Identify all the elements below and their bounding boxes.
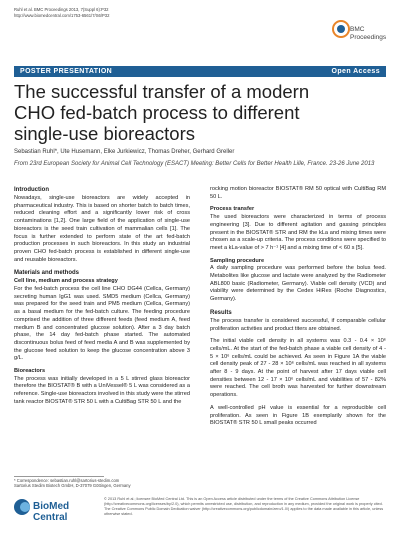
open-access-label: Open Access — [331, 68, 380, 75]
heading-introduction: Introduction — [14, 187, 49, 193]
bmc-proceedings-icon — [332, 20, 350, 38]
paragraph-process-transfer: The used bioreactors were characterized in terms of process engineering [3]. Due to different agitation and gassing principles present in the BIOSTAT® STR and RM the kLa and mixing times were chosen as a scale-up criteria. The process conditions were specified to meet a kLa-value of > 7 h⁻¹ [4] and a mixing time of < 60 s [5]. — [210, 214, 386, 251]
left-column — [14, 186, 190, 407]
paragraph-sampling: A daily sampling procedure was performed before the bolus feed. Metabolites like glucose and lactate were analyzed by the Radiometer ABL800 basic (Radiometer, Germany). Viable cell density (VCD) and viability were determined by the Cedex HiRes (Roche Diagnostics, Germany). — [210, 265, 386, 303]
footnote — [14, 478, 131, 489]
paragraph-results-1: The process transfer is considered successful, if comparable cellular proliferation activities and product titers are obtained. — [210, 317, 386, 332]
citation-line: Ruhl et al. BMC Proceedings 2013, 7(Suppl 6):P32 — [14, 7, 109, 12]
license-text: © 2013 Ruhl et al.; licensee BioMed Central Ltd. This is an Open Access article distributed under the terms of the Creative Commons Attribution License (http://creativecommons.org/licenses/by/2.0), which permits unrestricted use, distribution, and reproduction in any medium, provided the original work is properly cited. The Creative Commons Public Domain Dedication waiver (http://creativecommons.org/publicdomain/zero/1.0/) applies to the data made available in this article, unless otherwise stated. — [104, 497, 384, 516]
footnote-divider — [14, 476, 104, 477]
publisher-logo — [14, 498, 96, 523]
heading-materials-methods: Materials and methods — [14, 270, 80, 277]
paragraph-introduction: Nowadays, single-use bioreactors are widely accepted in pharmaceutical industry. This is based on shorter batch to batch times, reduced cleaning effort and a significantly lower risk of cross contaminations [1,2]. One large field of the application of single-use bioreactors is the seed train cultivation of mammalian cells [1]. The focus is further extended to perform state of the art fed-batch production processes in such bioreactors. In this study an industrial proven CHO fed-batch process is established in different single-use and reusable bioreactors. — [14, 195, 190, 263]
affiliation-line: Sartorius Stedim Biotech GmbH, D-37079 Göttingen, Germany — [14, 483, 131, 489]
section-banner — [14, 66, 386, 77]
paragraph-results-3: A well-controlled pH value is essential for a reproducible cell proliferation. As seen in Figure 1B exemplarily shown for the BIOSTAT® STR 50 L small peaks occurred — [210, 404, 386, 427]
journal-logo-sub: Proceedings — [350, 33, 387, 41]
biomed-central-icon-inner — [20, 502, 30, 512]
page-header — [14, 7, 109, 18]
article-url[interactable]: http://www.biomedcentral.com/1753-6561/7/S6/P32 — [14, 12, 110, 18]
article-title: The successful transfer of a modern CHO fed-batch process to different single-use bioreactors — [14, 81, 310, 144]
subheading-sampling: Sampling procedure — [210, 257, 265, 264]
subheading-process-transfer: Process transfer — [210, 206, 255, 213]
paragraph-results-2: The initial viable cell density in all systems was 0.3 - 0.4 × 10⁶ cells/mL. At the start of the fed-batch phase a viable cell density of 4 - 5 × 10⁶ cells/mL could be achieved. As seen in Figure 1A the viable cell density peak of 27 - 28 × 10⁶ cells/mL was reached in all systems after 8 - 9 days. At the point of harvest after 17 days viable cell densities between 12 - 17 × 10⁶ cells/mL and viabilities of 57 - 82% were reached. The cell broth was harvested for further downstream operations. — [210, 338, 386, 399]
publisher-name: BioMed Central — [33, 501, 70, 523]
correspondence-line[interactable]: * Correspondence: sebastian.ruhl@sartorius-stedim.com — [14, 478, 120, 483]
subheading-cell-line: Cell line, medium and process strategy — [14, 278, 118, 285]
heading-results: Results — [210, 309, 232, 316]
journal-logo — [332, 12, 388, 52]
paragraph-bioreactors: The process was initially developed in a 5 L stirred glass bioreactor therefore the BIOSTAT® B with a UniVessel® 5 L was considered as a reference. Single-use bioreactors involved in this study were the stirred tank reactor BIOSTAT® STR 50 L with a CultiBag STR 50 L and the — [14, 375, 190, 405]
section-label: POSTER PRESENTATION — [20, 68, 113, 75]
right-column — [210, 186, 386, 428]
journal-logo-name: BMC — [350, 26, 365, 33]
paragraph-cell-line: For the fed-batch process the cell line CHO DG44 (Cellca, Germany) secreting human IgG1 was used. SMD5 medium (Cellca, Germany) was prepared for the seed train and PM5 medium (Cellca, Germany) as a basal medium for the fed-batch culture. The feeding procedure comprised the addition of three different feeds (feed medium A, feed medium B and concentrated glucose solution). After a 3 day batch phase, the 14 day fed-batch phase started. The automated discontinuous bolus feed of feed media A and B was supplemented by the glucose feed solution to keep the glucose concentration above 3 g/L. — [14, 286, 190, 362]
conference-note: From 23rd European Society for Animal Cell Technology (ESACT) Meeting: Better Cells for Better Health Lille, France. 23-26 June 2013 — [14, 161, 375, 167]
paragraph-continued: rocking motion bioreactor BIOSTAT® RM 50 optical with CultiBag RM 50 L. — [210, 186, 386, 200]
subheading-bioreactors: Bioreactors — [14, 368, 46, 375]
author-list: Sebastian Ruhl*, Ute Husemann, Elke Jurkiewicz, Thomas Dreher, Gerhard Greller — [14, 149, 235, 155]
